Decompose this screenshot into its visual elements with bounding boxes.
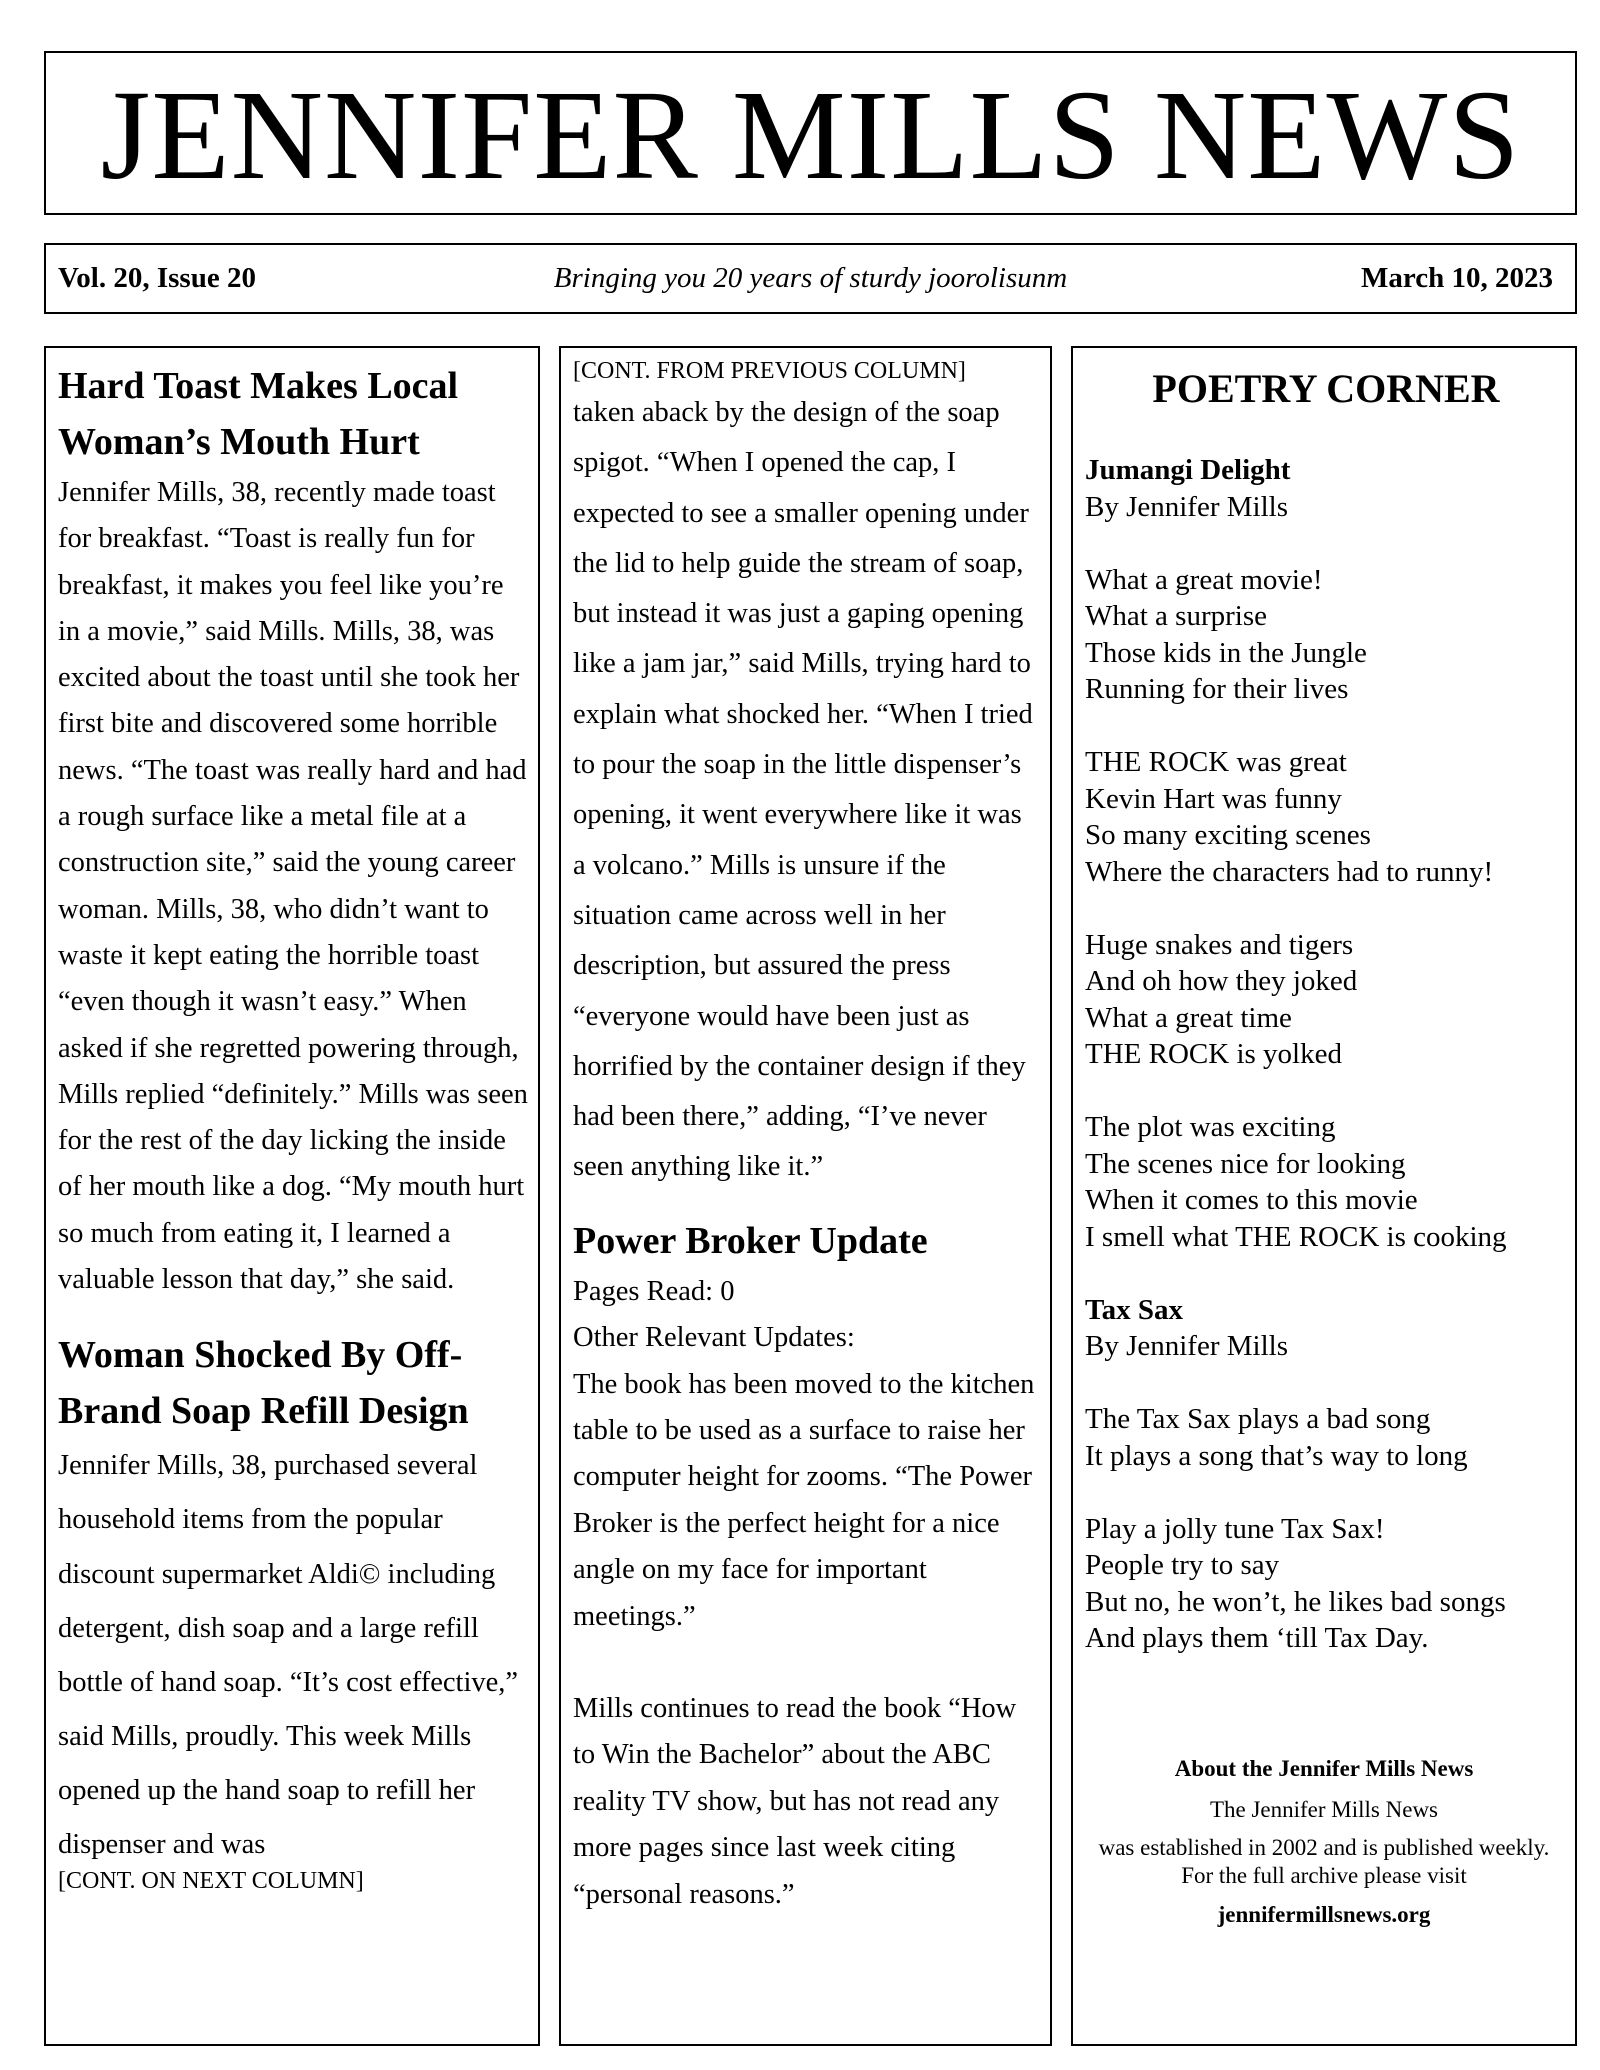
volume-issue: Vol. 20, Issue 20 bbox=[58, 262, 256, 294]
poem-line: Play a jolly tune Tax Sax! bbox=[1085, 1512, 1385, 1545]
poem-title: Tax Sax bbox=[1085, 1293, 1184, 1326]
about-title: About the Jennifer Mills News bbox=[1174, 1756, 1474, 1781]
archive-url: jennifermillsnews.org bbox=[1217, 1902, 1431, 1927]
poem-author: By Jennifer Mills bbox=[1085, 490, 1288, 523]
poem-line: Running for their lives bbox=[1085, 673, 1349, 705]
poem-line: It plays a song that’s way to long bbox=[1085, 1439, 1468, 1472]
poem-stanza bbox=[1085, 744, 1567, 890]
pages-read: Pages Read: 0 bbox=[573, 1275, 735, 1307]
poem-line: The scenes nice for looking bbox=[1085, 1147, 1406, 1180]
other-updates-label: Other Relevant Updates: bbox=[573, 1322, 855, 1354]
about-text: was established in 2002 and is published weekly. For the full archive please visit bbox=[1098, 1835, 1550, 1888]
article-body-soap-refill-continued: taken aback by the design of the soap spigot. “When I opened the cap, I expected to see a smaller opening under the lid to help guide the stream of soap, but instead it was just a gaping opening like a jam jar,” said Mills, trying hard to explain what shocked her. “When I tried to pour the soap in the little dispenser’s opening, it went everywhere like it was a volcano.” Mills is unsure if the situation came across well in her description, but assured the press “everyone would have been just as horrified by the container design if they had been there,” adding, “I’ve never seen anything like it.” bbox=[573, 397, 1033, 1183]
continued-next-note: [CONT. ON NEXT COLUMN] bbox=[58, 1868, 364, 1895]
poem bbox=[1085, 1292, 1567, 1657]
poem-line: And plays them ‘till Tax Day. bbox=[1085, 1622, 1429, 1654]
poem-author: By Jennifer Mills bbox=[1085, 1330, 1288, 1362]
article-headline-soap-refill: Woman Shocked By Off-Brand Soap Refill Design bbox=[58, 1334, 469, 1433]
about-section bbox=[1073, 1748, 1575, 1936]
poem-line: When it comes to this movie bbox=[1085, 1184, 1418, 1216]
poem-line: But no, he won’t, he likes bad songs bbox=[1085, 1585, 1506, 1618]
poem-line: People try to say bbox=[1085, 1549, 1280, 1581]
poem-stanza bbox=[1085, 1511, 1567, 1657]
poem-stanza bbox=[1085, 1401, 1567, 1474]
poem-line: THE ROCK is yolked bbox=[1085, 1038, 1342, 1070]
poems-list bbox=[1085, 452, 1567, 1657]
poem-line: And oh how they joked bbox=[1085, 965, 1358, 997]
poem-line: Those kids in the Jungle bbox=[1085, 636, 1367, 669]
column-middle bbox=[559, 346, 1052, 2046]
poem-line: So many exciting scenes bbox=[1085, 819, 1371, 851]
poem-line: The plot was exciting bbox=[1085, 1111, 1336, 1143]
poem-title: Jumangi Delight bbox=[1085, 454, 1291, 486]
power-broker-paragraph: The book has been moved to the kitchen table to be used as a surface to raise her computer height for zooms. “The Power Broker is the perfect height for a nice angle on my face for important meetings.” bbox=[573, 1368, 1035, 1632]
newspaper-title: JENNIFER MILLS NEWS bbox=[100, 64, 1521, 206]
poem-line: The Tax Sax plays a bad song bbox=[1085, 1403, 1431, 1435]
poem-line: Where the characters had to runny! bbox=[1085, 855, 1494, 888]
poem-line: What a surprise bbox=[1085, 600, 1267, 632]
tagline: Bringing you 20 years of sturdy joorolisunm bbox=[553, 262, 1068, 294]
poem-line: Huge snakes and tigers bbox=[1085, 928, 1354, 961]
poem bbox=[1085, 452, 1567, 1255]
poetry-corner-title: POETRY CORNER bbox=[1152, 366, 1500, 411]
column-left bbox=[44, 346, 540, 2046]
poem-line: What a great time bbox=[1085, 1001, 1292, 1034]
article-headline-hard-toast: Hard Toast Makes Local Woman’s Mouth Hurt bbox=[58, 365, 459, 463]
poem-stanza bbox=[1085, 562, 1567, 708]
poem-stanza bbox=[1085, 927, 1567, 1073]
article-body-hard-toast: Jennifer Mills, 38, recently made toast for breakfast. “Toast is really fun for breakfast, it makes you feel like you’re in a movie,” said Mills. Mills, 38, was excited about the toast until she took her first bite and discovered some horrible news. “The toast was really hard and had a rough surface like a metal file at a construction site,” said the young career woman. Mills, 38, who didn’t want to waste it kept eating the horrible toast “even though it wasn’t easy.” When asked if she regretted powering through, Mills replied “definitely.” Mills was seen for the rest of the day licking the inside of her mouth like a dog. “My mouth hurt so much from eating it, I learned a valuable lesson that day,” she said. bbox=[58, 477, 528, 1296]
poem-line: THE ROCK was great bbox=[1085, 746, 1347, 778]
poem-line: What a great movie! bbox=[1085, 563, 1323, 596]
info-bar bbox=[44, 243, 1577, 314]
poem-line: I smell what THE ROCK is cooking bbox=[1085, 1220, 1507, 1253]
issue-date: March 10, 2023 bbox=[1361, 262, 1553, 294]
poem-stanza bbox=[1085, 1109, 1567, 1255]
poem-line: Kevin Hart was funny bbox=[1085, 782, 1342, 815]
column-right-poetry bbox=[1071, 346, 1577, 2046]
article-headline-power-broker: Power Broker Update bbox=[573, 1219, 928, 1262]
masthead bbox=[44, 51, 1577, 215]
bachelor-book-paragraph: Mills continues to read the book “How to Win the Bachelor” about the ABC reality TV show, but has not read any more pages since last week citing “personal reasons.” bbox=[573, 1693, 1017, 1910]
article-body-soap-refill: Jennifer Mills, 38, purchased several household items from the popular discount supermarket Aldi© including detergent, dish soap and a large refill bottle of hand soap. “It’s cost effective,” said Mills, proudly. This week Mills opened up the hand soap to refill her dispenser and was bbox=[58, 1450, 519, 1860]
about-name-line: The Jennifer Mills News bbox=[1209, 1797, 1439, 1822]
continued-from-note: [CONT. FROM PREVIOUS COLUMN] bbox=[573, 358, 966, 384]
